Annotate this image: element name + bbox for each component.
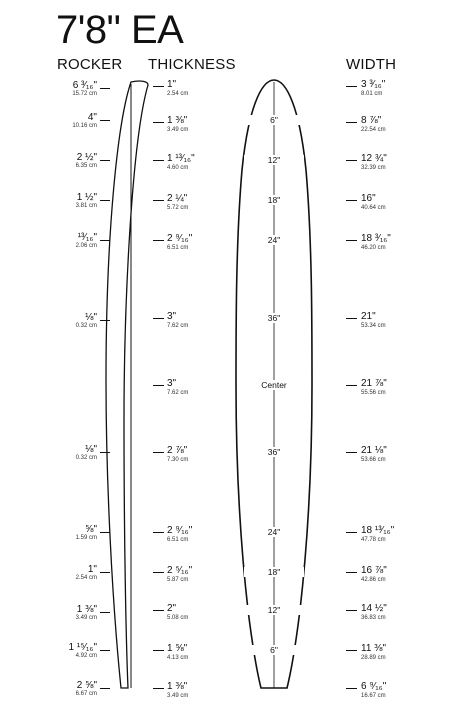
thickness-header: THICKNESS (148, 56, 236, 73)
width-value-cm: 28.89 cm (361, 655, 386, 661)
thickness-value: 2" (167, 603, 177, 614)
thickness-value-cm: 5.72 cm (167, 205, 189, 211)
rocker-tick (100, 240, 110, 241)
width-header: WIDTH (346, 56, 397, 73)
width-value-cm: 55.56 cm (361, 390, 386, 396)
rocker-value: ⅝" (85, 524, 97, 535)
thickness-value: 2 ⁹⁄₁₆" (167, 525, 193, 536)
thickness-value: 1 ⅜" (167, 115, 188, 126)
thickness-tick (153, 610, 164, 611)
station-label: 12" (244, 155, 304, 165)
thickness-value: 2 ⁵⁄₁₆" (167, 565, 193, 576)
width-tick (346, 688, 357, 689)
thickness-tick (153, 650, 164, 651)
thickness-value: 1 ⅜" (167, 681, 188, 692)
thickness-tick (153, 240, 164, 241)
thickness-tick (153, 688, 164, 689)
rocker-value-cm: 6.35 cm (75, 163, 97, 169)
rocker-tick (100, 452, 110, 453)
width-value: 18 ³⁄₁₆" (361, 233, 391, 244)
station-label: 18" (244, 567, 304, 577)
thickness-value-cm: 2.54 cm (167, 91, 189, 97)
rocker-value-cm: 0.32 cm (75, 323, 97, 329)
width-value: 18 ¹³⁄₁₆" (361, 525, 395, 536)
rocker-tick (100, 612, 110, 613)
thickness-value-cm: 3.49 cm (167, 693, 189, 699)
rocker-tick (100, 572, 110, 573)
rocker-value-cm: 1.59 cm (75, 535, 97, 541)
rocker-profile-outline (106, 81, 148, 688)
width-value-cm: 53.34 cm (361, 323, 386, 329)
thickness-tick (153, 532, 164, 533)
rocker-value-cm: 6.67 cm (75, 691, 97, 697)
thickness-value: 2 ¼" (167, 193, 188, 204)
thickness-value-cm: 7.30 cm (167, 457, 189, 463)
thickness-value-cm: 5.08 cm (167, 615, 189, 621)
thickness-value: 2 ⅞" (167, 445, 188, 456)
rocker-value: ⅛" (85, 312, 97, 323)
width-tick (346, 610, 357, 611)
rocker-value: 4" (87, 112, 97, 123)
width-tick (346, 86, 357, 87)
thickness-tick (153, 86, 164, 87)
rocker-value: 1 ½" (76, 192, 97, 203)
thickness-tick (153, 122, 164, 123)
width-tick (346, 160, 357, 161)
rocker-tick (100, 320, 110, 321)
thickness-value-cm: 3.49 cm (167, 127, 189, 133)
width-value: 14 ½" (361, 603, 387, 614)
width-value: 21" (361, 311, 376, 322)
rocker-tick (100, 650, 110, 651)
thickness-value: 1 ⅝" (167, 643, 188, 654)
width-value-cm: 46.20 cm (361, 245, 386, 251)
thickness-value-cm: 6.51 cm (167, 537, 189, 543)
rocker-value-cm: 2.06 cm (75, 243, 97, 249)
rocker-value-cm: 3.49 cm (75, 615, 97, 621)
width-value-cm: 32.39 cm (361, 165, 386, 171)
width-value-cm: 8.01 cm (361, 91, 383, 97)
rocker-value-cm: 3.81 cm (75, 203, 97, 209)
rocker-value: 1" (87, 564, 97, 575)
rocker-value: 2 ½" (76, 152, 97, 163)
station-label: 36" (244, 313, 304, 323)
width-tick (346, 650, 357, 651)
width-value: 11 ⅜" (361, 643, 387, 654)
station-label: 36" (244, 447, 304, 457)
width-tick (346, 122, 357, 123)
width-tick (346, 572, 357, 573)
rocker-value-cm: 0.32 cm (75, 455, 97, 461)
station-label: 12" (244, 605, 304, 615)
width-value: 8 ⅞" (361, 115, 382, 126)
thickness-value-cm: 5.87 cm (167, 577, 189, 583)
thickness-value: 1" (167, 79, 177, 90)
station-label: 6" (244, 645, 304, 655)
width-value: 3 ³⁄₁₆" (361, 79, 386, 90)
width-value: 12 ¾" (361, 153, 387, 164)
rocker-header: ROCKER (57, 56, 123, 73)
width-value: 21 ⅞" (361, 378, 387, 389)
thickness-value-cm: 7.62 cm (167, 323, 189, 329)
width-value-cm: 42.86 cm (361, 577, 386, 583)
width-tick (346, 240, 357, 241)
thickness-value: 3" (167, 378, 177, 389)
rocker-tick (100, 160, 110, 161)
thickness-value: 3" (167, 311, 177, 322)
rocker-tick (100, 88, 110, 89)
rocker-value-cm: 2.54 cm (75, 575, 97, 581)
width-value-cm: 36.83 cm (361, 615, 386, 621)
rocker-tick (100, 532, 110, 533)
rocker-value: 1 ¹⁵⁄₁₆" (68, 642, 97, 653)
width-tick (346, 318, 357, 319)
thickness-tick (153, 572, 164, 573)
rocker-value-cm: 10.16 cm (72, 123, 97, 129)
rocker-value-cm: 15.72 cm (72, 91, 97, 97)
width-tick (346, 532, 357, 533)
width-value-cm: 40.64 cm (361, 205, 386, 211)
thickness-value-cm: 4.13 cm (167, 655, 189, 661)
width-value-cm: 22.54 cm (361, 127, 386, 133)
station-label: 18" (244, 195, 304, 205)
thickness-tick (153, 452, 164, 453)
station-label: 24" (244, 527, 304, 537)
width-tick (346, 452, 357, 453)
rocker-value: ⅛" (85, 444, 97, 455)
station-label: 6" (244, 115, 304, 125)
width-tick (346, 385, 357, 386)
station-label: 24" (244, 235, 304, 245)
thickness-tick (153, 200, 164, 201)
width-value: 21 ⅛" (361, 445, 387, 456)
thickness-tick (153, 318, 164, 319)
rocker-value: 6 ³⁄₁₆" (72, 80, 97, 91)
rocker-value-cm: 4.92 cm (75, 653, 97, 659)
board-title: 7'8" EA (56, 8, 184, 52)
thickness-value: 1 ¹³⁄₁₆" (167, 153, 195, 164)
rocker-value: ¹³⁄₁₆" (77, 232, 97, 243)
width-value-cm: 47.78 cm (361, 537, 386, 543)
thickness-value-cm: 7.62 cm (167, 390, 189, 396)
thickness-value-cm: 4.60 cm (167, 165, 189, 171)
width-value: 16 ⅞" (361, 565, 387, 576)
rocker-tick (100, 200, 110, 201)
thickness-value: 2 ⁹⁄₁₆" (167, 233, 193, 244)
width-value-cm: 16.67 cm (361, 693, 386, 699)
rocker-value: 1 ⅜" (76, 604, 97, 615)
center-label: Center (244, 380, 304, 390)
width-value-cm: 53.66 cm (361, 457, 386, 463)
rocker-tick (100, 120, 110, 121)
rocker-value: 2 ⅝" (76, 680, 97, 691)
rocker-tick (100, 688, 110, 689)
width-tick (346, 200, 357, 201)
thickness-value-cm: 6.51 cm (167, 245, 189, 251)
thickness-tick (153, 385, 164, 386)
thickness-tick (153, 160, 164, 161)
width-value: 16" (361, 193, 376, 204)
width-value: 6 ⁹⁄₁₆" (361, 681, 387, 692)
